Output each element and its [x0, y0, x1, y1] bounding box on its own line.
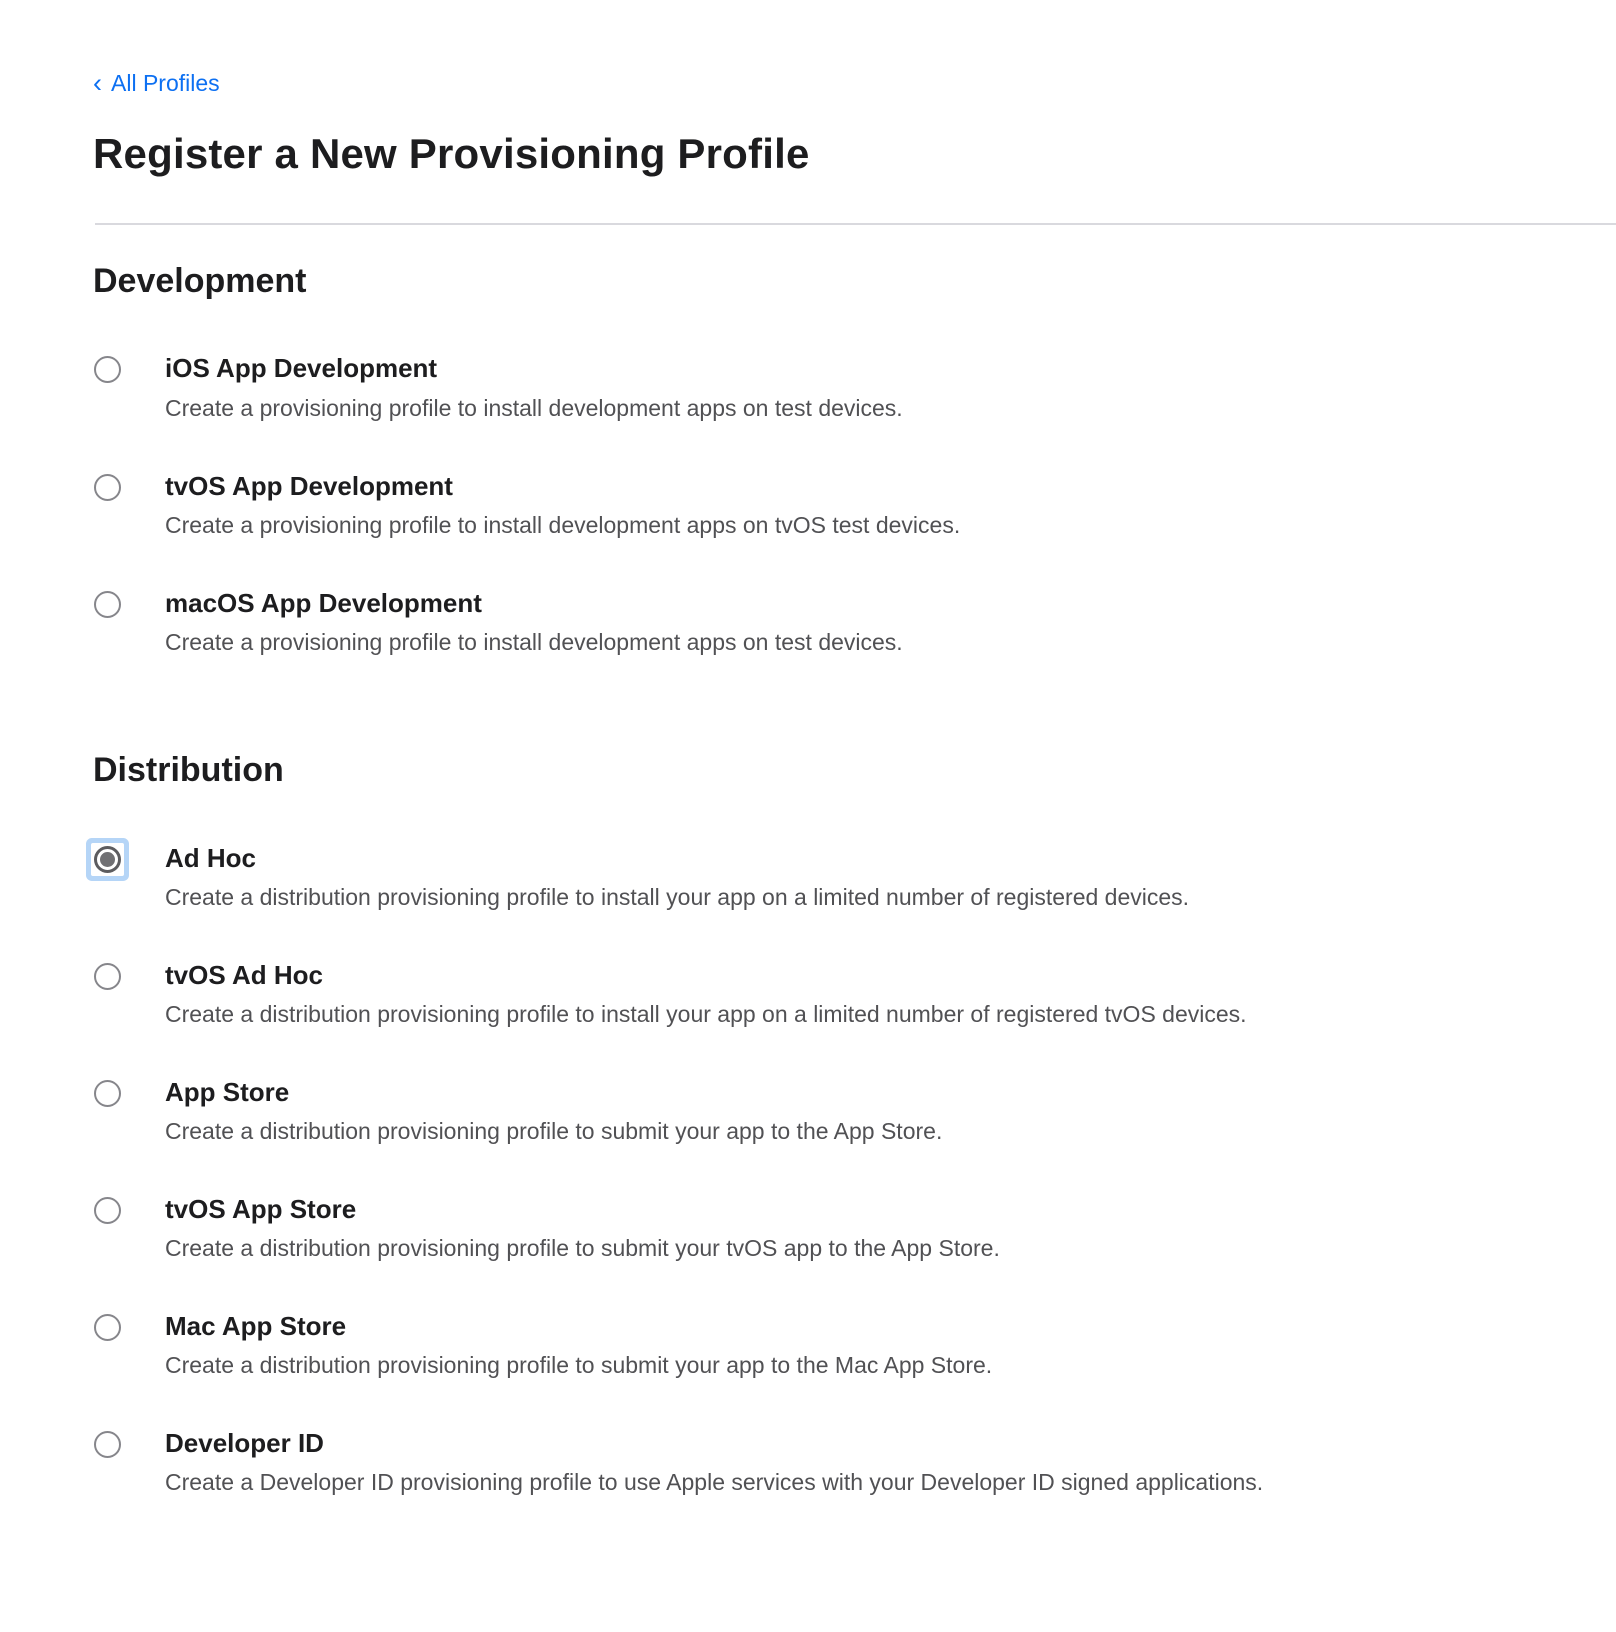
radio-cell — [93, 1428, 165, 1463]
radio-developer-id[interactable] — [94, 1431, 121, 1458]
radio-cell — [93, 353, 165, 388]
option-label-tvos-app-development[interactable]: tvOS App Development — [165, 470, 453, 501]
radio-focus-wrap — [91, 588, 124, 621]
radio-focus-wrap — [91, 1077, 124, 1110]
option-macos-app-development — [93, 588, 1521, 658]
radio-mac-app-store[interactable] — [94, 1314, 121, 1341]
section-heading-development: Development — [93, 261, 307, 300]
option-label-app-store[interactable]: App Store — [165, 1076, 290, 1107]
option-text — [165, 471, 1521, 541]
option-label-macos-app-development[interactable]: macOS App Development — [165, 587, 482, 618]
back-chevron-icon: ‹ — [93, 68, 102, 98]
option-developer-id — [93, 1428, 1521, 1498]
option-tvos-ad-hoc — [93, 960, 1521, 1030]
option-app-store — [93, 1077, 1521, 1147]
section-distribution — [93, 750, 1521, 1498]
option-tvos-app-store — [93, 1194, 1521, 1264]
radio-focus-wrap — [91, 471, 124, 504]
option-label-tvos-app-store[interactable]: tvOS App Store — [165, 1193, 357, 1224]
option-ad-hoc — [93, 843, 1521, 913]
radio-focus-wrap — [91, 1428, 124, 1461]
option-tvos-app-development — [93, 471, 1521, 541]
radio-cell — [93, 843, 165, 878]
radio-focus-wrap — [91, 960, 124, 993]
option-description: Create a distribution provisioning profile to submit your tvOS app to the App Store. — [165, 1234, 1000, 1261]
option-description: Create a provisioning profile to install development apps on tvOS test devices. — [165, 511, 961, 538]
option-description: Create a distribution provisioning profile to submit your app to the App Store. — [165, 1117, 943, 1144]
option-text — [165, 353, 1521, 423]
option-text — [165, 1077, 1521, 1147]
option-text — [165, 1428, 1521, 1498]
radio-focus-wrap — [91, 843, 124, 876]
option-description: Create a distribution provisioning profile to submit your app to the Mac App Store. — [165, 1352, 993, 1379]
option-description: Create a provisioning profile to install development apps on test devices. — [165, 628, 903, 655]
option-label-tvos-ad-hoc[interactable]: tvOS Ad Hoc — [165, 959, 323, 990]
option-mac-app-store — [93, 1311, 1521, 1381]
radio-tvos-app-development[interactable] — [94, 474, 121, 501]
option-text — [165, 843, 1521, 913]
section-heading-distribution: Distribution — [93, 750, 284, 789]
option-description: Create a provisioning profile to install development apps on test devices. — [165, 394, 903, 421]
option-description: Create a distribution provisioning profile to install your app on a limited number of registered devices. — [165, 883, 1190, 910]
back-link-all-profiles[interactable] — [93, 68, 220, 100]
option-description: Create a distribution provisioning profile to install your app on a limited number of registered tvOS devices. — [165, 1000, 1247, 1027]
radio-ios-app-development[interactable] — [94, 356, 121, 383]
radio-cell — [93, 471, 165, 506]
radio-tvos-app-store[interactable] — [94, 1197, 121, 1224]
divider — [95, 223, 1616, 225]
option-text — [165, 1194, 1521, 1264]
radio-cell — [93, 960, 165, 995]
back-link-label: All Profiles — [111, 70, 220, 97]
radio-cell — [93, 588, 165, 623]
option-label-mac-app-store[interactable]: Mac App Store — [165, 1310, 347, 1341]
option-text — [165, 1311, 1521, 1381]
option-text — [165, 960, 1521, 1030]
radio-tvos-ad-hoc[interactable] — [94, 963, 121, 990]
option-label-ios-app-development[interactable]: iOS App Development — [165, 353, 438, 384]
option-ios-app-development — [93, 353, 1521, 423]
radio-macos-app-development[interactable] — [94, 591, 121, 618]
radio-focus-wrap — [91, 1194, 124, 1227]
radio-cell — [93, 1077, 165, 1112]
section-development — [93, 261, 1521, 658]
page-title: Register a New Provisioning Profile — [93, 130, 810, 178]
radio-focus-wrap — [91, 1311, 124, 1344]
radio-ad-hoc[interactable] — [94, 846, 121, 873]
radio-cell — [93, 1311, 165, 1346]
option-label-ad-hoc[interactable]: Ad Hoc — [165, 842, 256, 873]
option-text — [165, 588, 1521, 658]
radio-cell — [93, 1194, 165, 1229]
option-description: Create a Developer ID provisioning profile to use Apple services with your Developer ID signed applications. — [165, 1469, 1264, 1496]
option-label-developer-id[interactable]: Developer ID — [165, 1427, 324, 1458]
radio-focus-wrap — [91, 353, 124, 386]
radio-app-store[interactable] — [94, 1080, 121, 1107]
